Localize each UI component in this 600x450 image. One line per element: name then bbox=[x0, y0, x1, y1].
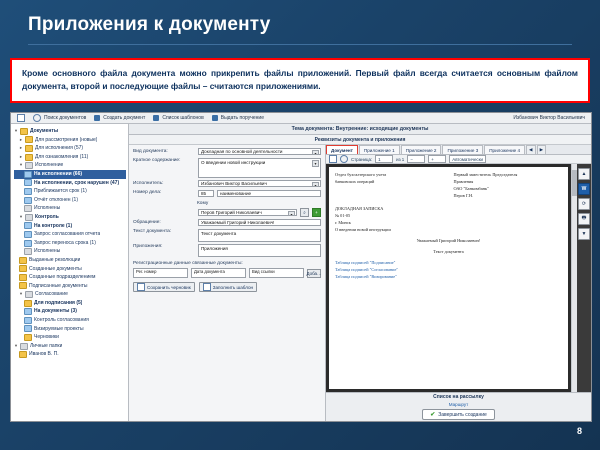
zoom-out-button[interactable]: − bbox=[407, 155, 425, 163]
title-divider bbox=[28, 44, 572, 45]
chevron-down-icon: ▾ bbox=[14, 128, 18, 133]
folder-icon bbox=[24, 325, 32, 332]
field-attachments[interactable] bbox=[133, 244, 321, 257]
sidebar-item-control-executed[interactable] bbox=[14, 247, 126, 256]
chevron-right-icon: ▸ bbox=[19, 136, 23, 142]
sidebar-item-label: Созданные подразделением bbox=[29, 274, 96, 281]
recipient-select[interactable] bbox=[198, 209, 297, 216]
sidebar-item-label: Подписанные документы bbox=[29, 282, 88, 289]
sidebar-group-execution[interactable] bbox=[14, 161, 126, 170]
sidebar-group-personal-folders[interactable] bbox=[14, 342, 126, 351]
page-total: из 1 bbox=[396, 156, 405, 162]
folder-icon bbox=[19, 265, 27, 272]
field-label: Вид документа: bbox=[133, 148, 168, 154]
field-value: Докладная по основной деятельности bbox=[201, 149, 283, 154]
slide-page-number: 8 bbox=[576, 426, 582, 436]
sidebar-item-for-execution[interactable] bbox=[14, 144, 126, 153]
field-label: Обращение: bbox=[133, 219, 161, 225]
doc-date-column[interactable] bbox=[191, 268, 246, 278]
field-value: Текст документа bbox=[201, 230, 237, 236]
sidebar-item-executed[interactable] bbox=[14, 204, 126, 213]
templates-list-button[interactable] bbox=[153, 115, 203, 121]
reg-number-column[interactable] bbox=[133, 268, 188, 278]
scroll-down-icon[interactable]: ▼ bbox=[578, 228, 590, 240]
add-related-button[interactable]: Доба… bbox=[306, 270, 322, 276]
tab-attachment-4[interactable] bbox=[484, 145, 525, 154]
sidebar-item-signed-documents[interactable] bbox=[14, 282, 126, 291]
folder-icon bbox=[24, 179, 32, 186]
field-label: Краткое содержание: bbox=[133, 157, 181, 163]
field-value: наименование bbox=[220, 190, 252, 196]
folder-icon bbox=[24, 222, 32, 229]
tab-attachment-2[interactable] bbox=[401, 145, 442, 154]
related-docs-row[interactable] bbox=[133, 268, 321, 278]
save-draft-button[interactable] bbox=[133, 282, 195, 292]
sidebar-item-report-approval-request[interactable] bbox=[14, 230, 126, 239]
signature-table-link[interactable]: Таблица подписей "Подписание" bbox=[335, 260, 396, 265]
issue-order-label: Выдать поручение bbox=[220, 115, 264, 121]
field-document-text[interactable] bbox=[133, 229, 321, 242]
viewer-side-rail bbox=[577, 164, 591, 392]
sidebar-item-documents[interactable] bbox=[14, 127, 126, 136]
zoom-in-button[interactable]: + bbox=[428, 155, 446, 163]
panel-title: Реквизиты документа и приложения bbox=[129, 135, 591, 145]
word-icon[interactable]: W bbox=[578, 183, 590, 195]
sidebar-item-label: Выданные резолюции bbox=[29, 256, 81, 263]
save-icon bbox=[137, 283, 145, 291]
field-executor[interactable] bbox=[133, 180, 321, 187]
sidebar-item-label: Контроль согласования bbox=[34, 317, 89, 324]
folder-icon bbox=[25, 162, 33, 169]
tab-label: Приложение 3 bbox=[447, 147, 479, 153]
sidebar-item-label: Личные папки bbox=[30, 342, 63, 349]
sidebar-group-control[interactable] bbox=[14, 213, 126, 222]
related-docs-title: Регистрационные данные связанные документы: bbox=[133, 261, 243, 266]
sidebar-item-label: Исполнение bbox=[35, 162, 64, 169]
folder-icon bbox=[20, 128, 28, 135]
field-summary[interactable] bbox=[133, 158, 321, 178]
current-user[interactable]: Избанович Виктор Васильевич bbox=[513, 115, 585, 121]
folder-icon bbox=[24, 205, 32, 212]
letterhead bbox=[335, 171, 562, 199]
print-icon[interactable]: 🖶 bbox=[578, 213, 590, 225]
field-label: Текст документа: bbox=[133, 228, 172, 234]
field-value: 85 bbox=[201, 190, 207, 196]
column-header: Вид ссылки bbox=[252, 269, 275, 274]
content-area bbox=[129, 124, 591, 421]
field-value: Уважаемый Григорий Николаевич! bbox=[201, 220, 275, 225]
folder-icon bbox=[24, 197, 32, 204]
chevron-right-icon: ▸ bbox=[19, 153, 23, 159]
search-recipient-button[interactable]: ⌕ bbox=[300, 208, 309, 217]
status-bar bbox=[11, 421, 591, 422]
app-body bbox=[11, 124, 591, 421]
sidebar-item-label: Созданные документы bbox=[29, 265, 82, 272]
sidebar-item-issued-resolutions[interactable] bbox=[14, 256, 126, 265]
sidebar-item-label: Исполнены bbox=[34, 205, 61, 212]
document-heading: ДОКЛАДНАЯ ЗАПИСКА bbox=[335, 206, 384, 211]
folder-icon bbox=[19, 282, 27, 289]
button-label: Заполнить шаблон bbox=[212, 284, 254, 290]
field-label: Номер дела: bbox=[133, 190, 162, 195]
field-greeting[interactable] bbox=[133, 219, 321, 226]
page-input[interactable]: 1 bbox=[375, 155, 393, 163]
sidebar-item-label: Для исполнения (57) bbox=[35, 145, 84, 152]
tab-label: Приложение 4 bbox=[489, 147, 521, 153]
scroll-thumb[interactable] bbox=[572, 170, 577, 196]
sidebar-item-created-by-unit[interactable] bbox=[14, 273, 126, 282]
folder-icon bbox=[20, 343, 28, 350]
sidebar-item-report-rejected[interactable] bbox=[14, 196, 126, 205]
page-title: Приложения к документу bbox=[28, 14, 271, 35]
search-box[interactable] bbox=[33, 114, 86, 122]
sidebar-item-due-soon[interactable] bbox=[14, 187, 126, 196]
sidebar-item-created-documents[interactable] bbox=[14, 265, 126, 274]
document-body: Текст документа bbox=[433, 249, 464, 254]
column-header: Дата документа bbox=[194, 269, 225, 274]
fill-template-button[interactable] bbox=[199, 282, 257, 292]
folder-icon bbox=[25, 291, 33, 298]
sidebar-item-label: Исполнены bbox=[34, 248, 61, 255]
folder-icon bbox=[24, 334, 32, 341]
application-screenshot bbox=[10, 112, 592, 422]
tabs-prev-button[interactable]: ◀ bbox=[526, 145, 536, 154]
field-document-type[interactable] bbox=[133, 148, 321, 155]
tab-label: Приложение 2 bbox=[405, 147, 437, 153]
menu-icon[interactable] bbox=[17, 114, 25, 122]
field-value: Приложения bbox=[201, 246, 228, 251]
form-buttons bbox=[133, 282, 321, 292]
tab-attachment-3[interactable] bbox=[442, 145, 483, 154]
letterhead-line: банковских операций bbox=[335, 179, 375, 184]
approval-table-link[interactable]: Таблица подписей "Согласование" bbox=[335, 267, 399, 272]
recipient-label: Кому bbox=[197, 200, 209, 206]
issue-order-button[interactable] bbox=[212, 115, 264, 121]
sidebar-item-label: На исполнении, срок нарушен (47) bbox=[34, 179, 120, 186]
sidebar-item-label: Согласование bbox=[35, 291, 68, 298]
letterhead-line: Отдел бухгалтерского учета bbox=[335, 172, 387, 177]
zoom-icon[interactable] bbox=[340, 155, 348, 163]
callout-box bbox=[10, 58, 590, 103]
button-label: Сохранить черновик bbox=[147, 284, 191, 290]
templates-list-label: Список шаблонов bbox=[162, 115, 204, 121]
page-label: Страница: bbox=[351, 156, 373, 162]
case-number-input[interactable] bbox=[198, 190, 214, 197]
sidebar-item-drafts[interactable] bbox=[14, 333, 126, 342]
folder-icon bbox=[25, 145, 33, 152]
folder-icon bbox=[24, 240, 32, 247]
document-reg-number: № 01-05 bbox=[335, 213, 351, 218]
pdf-toolbar bbox=[326, 155, 591, 164]
sidebar-item-label: Отчёт отклонен (1) bbox=[34, 196, 79, 203]
sidebar-item-label: Запрос согласования отчета bbox=[34, 231, 101, 238]
tab-label: Приложение 1 bbox=[363, 147, 395, 153]
sidebar-item-label: На контроле (1) bbox=[34, 222, 73, 229]
sidebar-item-label: На исполнении (66) bbox=[34, 170, 83, 177]
field-value: Избанович Виктор Васильевич bbox=[201, 181, 267, 186]
sidebar-item-deadline-change-request[interactable] bbox=[14, 239, 126, 248]
letterhead-line: ОАО "Банкомбанк" bbox=[453, 186, 489, 191]
search-icon bbox=[33, 114, 41, 122]
sidebar-item-label: Приближается срок (1) bbox=[34, 188, 87, 195]
visa-table-link[interactable]: Таблица подписей "Визирование" bbox=[335, 274, 397, 279]
letterhead-line: Первый заместитель Председателя bbox=[453, 172, 518, 177]
sidebar-item-on-documents[interactable] bbox=[14, 307, 126, 316]
folder-icon bbox=[24, 317, 32, 324]
folder-icon bbox=[24, 248, 32, 255]
sidebar-item-overdue[interactable] bbox=[14, 179, 126, 188]
search-input[interactable]: Поиск документов bbox=[44, 115, 87, 121]
content-split bbox=[129, 145, 591, 421]
callout-text: Кроме основного файла документа можно прикрепить файлы приложений. Первый файл всегда считается основным файлом документа, второй и последующие файлы – считаются приложениями. bbox=[22, 68, 578, 92]
letterhead-left bbox=[335, 171, 444, 199]
field-value: О введении новой инструкции bbox=[201, 159, 266, 165]
sidebar-item-label: Черновики bbox=[34, 334, 59, 341]
app-toolbar bbox=[11, 113, 591, 124]
sidebar-item-in-execution[interactable] bbox=[14, 170, 126, 179]
tab-attachment-1[interactable] bbox=[359, 145, 400, 154]
chevron-down-icon[interactable]: ▾ bbox=[288, 211, 295, 216]
sidebar-item-visa-projects[interactable] bbox=[14, 325, 126, 334]
document-form bbox=[129, 145, 326, 421]
chevron-down-icon: ▾ bbox=[19, 291, 23, 297]
folder-icon bbox=[24, 171, 32, 178]
letterhead-line: Правления bbox=[453, 179, 474, 184]
sidebar-item-for-review[interactable] bbox=[14, 136, 126, 145]
summary-textarea[interactable] bbox=[198, 158, 321, 178]
folder-icon bbox=[24, 231, 32, 238]
footer-actions bbox=[326, 392, 591, 421]
chevron-down-icon[interactable]: ▾ bbox=[312, 160, 319, 167]
executor-select[interactable] bbox=[198, 180, 321, 187]
document-text-textarea[interactable] bbox=[198, 229, 321, 242]
folder-icon bbox=[24, 308, 32, 315]
column-header: Рег. номер bbox=[136, 269, 157, 274]
sidebar-toggle-icon[interactable] bbox=[329, 155, 337, 163]
attachments-textarea[interactable] bbox=[198, 244, 321, 257]
order-icon bbox=[212, 115, 218, 121]
plus-icon bbox=[94, 115, 100, 121]
document-greeting: Уважаемый Григорий Николаевич! bbox=[416, 238, 481, 243]
document-page bbox=[329, 167, 568, 389]
button-label: Завершить создание bbox=[438, 411, 487, 418]
field-label: Исполнитель: bbox=[133, 180, 164, 186]
letterhead-line: Перов Г.Н. bbox=[453, 193, 474, 198]
content-header: Тема документа: Внутренние: исходящие документы bbox=[129, 124, 591, 135]
tab-document[interactable] bbox=[326, 145, 358, 154]
scroll-up-icon[interactable]: ▲ bbox=[578, 168, 590, 180]
pdf-scrollbar[interactable] bbox=[571, 164, 577, 392]
sidebar-item-label: Запрос переноса срока (1) bbox=[34, 239, 96, 246]
create-document-button[interactable] bbox=[94, 115, 145, 121]
chevron-down-icon[interactable]: ▾ bbox=[312, 182, 319, 187]
folder-icon bbox=[25, 154, 33, 161]
document-type-select[interactable] bbox=[198, 148, 321, 155]
sidebar-item-label: Контроль bbox=[35, 213, 59, 220]
sidebar-item-label: Иванов В. П. bbox=[29, 351, 59, 358]
folder-icon bbox=[24, 300, 32, 307]
chevron-right-icon: ▸ bbox=[19, 145, 23, 151]
document-subject: О введении новой инструкции bbox=[335, 227, 391, 232]
pdf-view-area bbox=[326, 164, 591, 392]
sidebar-item-for-familiarization[interactable] bbox=[14, 153, 126, 162]
sidebar-item-label: Визируемые проекты bbox=[34, 325, 84, 332]
chevron-down-icon: ▾ bbox=[19, 162, 23, 168]
finish-creation-button[interactable] bbox=[422, 409, 495, 420]
tab-label: Документ bbox=[331, 147, 353, 153]
tabs-next-button[interactable]: ▶ bbox=[537, 145, 547, 154]
folder-icon bbox=[19, 274, 27, 281]
chevron-down-icon[interactable]: ▾ bbox=[312, 150, 319, 155]
letterhead-right bbox=[454, 171, 563, 199]
template-icon bbox=[203, 283, 211, 291]
chevron-down-icon: ▾ bbox=[14, 342, 18, 348]
list-icon bbox=[153, 115, 159, 121]
sidebar-item-on-control[interactable] bbox=[14, 222, 126, 231]
link-type-column[interactable] bbox=[249, 268, 304, 278]
field-label: Приложения: bbox=[133, 244, 163, 249]
folder-icon bbox=[25, 136, 33, 143]
sidebar-item-label: На документы (3) bbox=[34, 308, 77, 315]
route-link[interactable]: Маршрут bbox=[448, 402, 469, 407]
greeting-input[interactable] bbox=[198, 219, 321, 226]
sidebar-item-label: Документы bbox=[30, 128, 59, 134]
field-recipient[interactable] bbox=[133, 208, 321, 217]
sidebar-group-approval[interactable] bbox=[14, 290, 126, 299]
document-city: г. Минск bbox=[335, 220, 351, 225]
folder-icon bbox=[19, 257, 27, 264]
distribution-list-title: Список на рассылку bbox=[433, 394, 484, 400]
sidebar-item-ivanov[interactable] bbox=[14, 350, 126, 359]
field-value: Перов Григорий Николаевич bbox=[201, 209, 262, 215]
zoom-select[interactable]: Автоматически bbox=[449, 155, 486, 163]
refresh-icon[interactable]: ⟳ bbox=[578, 198, 590, 210]
check-icon: ✔ bbox=[430, 412, 436, 418]
sidebar[interactable] bbox=[11, 124, 129, 421]
folder-icon bbox=[24, 188, 32, 195]
folder-icon bbox=[19, 351, 27, 358]
chevron-down-icon: ▾ bbox=[19, 213, 23, 219]
add-recipient-button[interactable]: + bbox=[312, 208, 321, 217]
field-case-number[interactable] bbox=[133, 190, 321, 197]
attachment-tabs[interactable] bbox=[326, 145, 591, 155]
case-name-input[interactable] bbox=[217, 190, 321, 197]
sidebar-item-approval-control[interactable] bbox=[14, 316, 126, 325]
create-document-label: Создать документ bbox=[103, 115, 146, 121]
sidebar-item-label: Для ознакомления (11) bbox=[35, 153, 89, 160]
folder-icon bbox=[25, 214, 33, 221]
sidebar-item-for-signing[interactable] bbox=[14, 299, 126, 308]
document-viewer bbox=[326, 145, 591, 421]
sidebar-item-label: Для рассмотрения (новые) bbox=[35, 136, 98, 143]
sidebar-item-label: Для подписания (5) bbox=[34, 299, 83, 306]
